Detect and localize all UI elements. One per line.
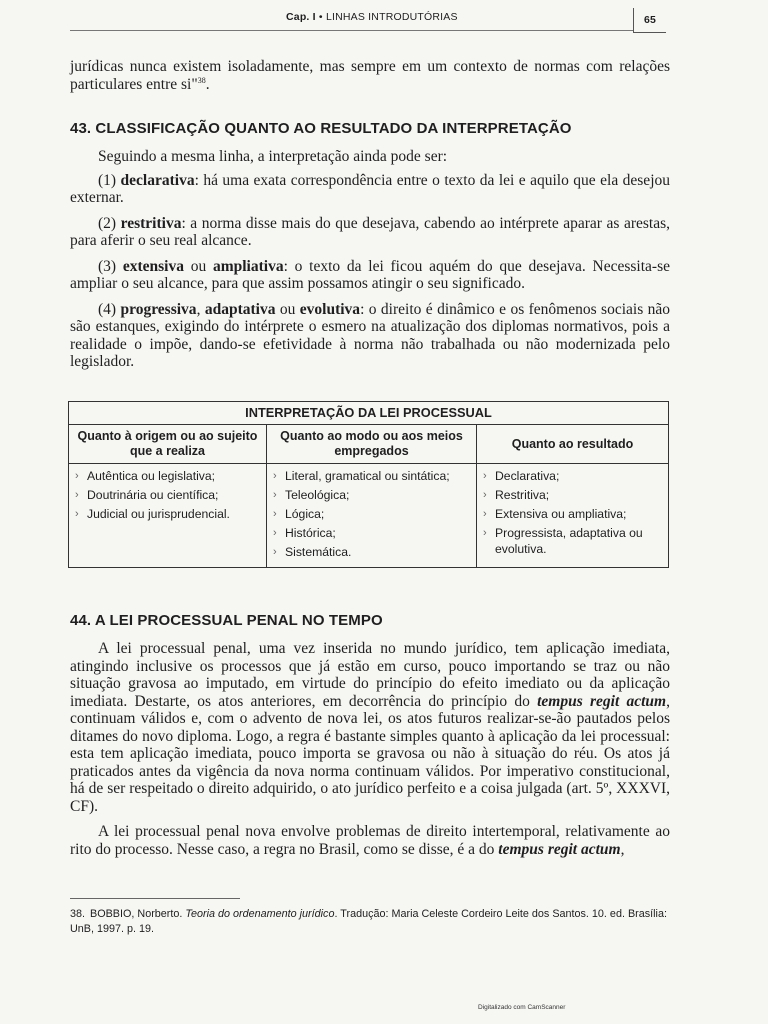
item-number: (1) xyxy=(98,171,117,189)
item-term: progressiva xyxy=(120,300,197,318)
column-modo xyxy=(267,464,477,568)
item-term: evolutiva xyxy=(299,300,361,318)
list-item: › Extensiva ou ampliativa; xyxy=(483,506,664,522)
section-44-paragraph-2 xyxy=(70,823,670,858)
header-rule xyxy=(70,30,633,31)
chapter-label: Cap. I xyxy=(286,11,316,23)
list-item: › Lógica; xyxy=(273,506,472,522)
latin-term: tempus regit actum xyxy=(537,692,667,710)
paragraph-text: , xyxy=(620,840,625,858)
list-item: › Teleológica; xyxy=(273,487,472,503)
table-title: INTERPRETAÇÃO DA LEI PROCESSUAL xyxy=(69,402,669,425)
column-header-resultado: Quanto ao resultado xyxy=(477,425,669,464)
item-term: extensiva xyxy=(122,257,184,275)
section-44-heading: 44. A LEI PROCESSUAL PENAL NO TEMPO xyxy=(70,612,383,629)
item-number: (4) xyxy=(98,300,117,318)
list-item: › Literal, gramatical ou sintática; xyxy=(273,468,472,484)
item-term: restritiva xyxy=(120,214,182,232)
running-header xyxy=(0,8,768,30)
footnote-title: Teoria do ordenamento jurídico xyxy=(185,908,335,920)
item-connector: ou xyxy=(183,257,213,275)
footnote-rule xyxy=(70,898,240,899)
item-text: : a norma disse mais do que desejava, cabendo ao intérprete aparar as arestas, para aferir o seu real alcance. xyxy=(70,214,670,249)
item-restritiva xyxy=(70,215,670,250)
list-item: › Declarativa; xyxy=(483,468,664,484)
item-text: : há uma exata correspondência entre o texto da lei e aquilo que ela desejou externar. xyxy=(70,171,670,206)
item-extensiva xyxy=(70,258,670,293)
section-44-body xyxy=(70,640,670,866)
intro-text: jurídicas nunca existem isoladamente, mas sempre em um contexto de normas com relações particulares entre si" xyxy=(70,58,670,93)
list-item: › Doutrinária ou científica; xyxy=(75,487,262,503)
item-term: ampliativa xyxy=(212,257,284,275)
footnote-rest: . Tradução: Maria Celeste Cordeiro Leite dos Santos. 10. ed. Brasília: UnB, 1997. p. 19. xyxy=(70,908,667,935)
intro-period: . xyxy=(205,75,210,93)
paragraph-text: A lei processual penal, uma vez inserida no mundo jurídico, tem aplicação imediata, atingindo inclusive os processos que já estão em curso, pouco importando se traz ou não situação gravosa ao imputado, em virtude do princípio do efeito imediato ou da aplicação imediata. Destarte, os atos anteriores, em decorrência do princípio do xyxy=(70,640,670,710)
section-43-lead: Seguindo a mesma linha, a interpretação ainda pode ser: xyxy=(98,148,448,165)
item-connector: ou xyxy=(275,300,300,318)
page-number: 65 xyxy=(633,8,666,33)
chapter-title: LINHAS INTRODUTÓRIAS xyxy=(325,11,458,23)
list-item: › Histórica; xyxy=(273,525,472,541)
list-item: › Sistemática. xyxy=(273,544,472,560)
section-43-heading: 43. CLASSIFICAÇÃO QUANTO AO RESULTADO DA INTERPRETAÇÃO xyxy=(70,120,572,137)
list-item: › Autêntica ou legislativa; xyxy=(75,468,262,484)
latin-term: tempus regit actum xyxy=(498,840,621,858)
item-text: : o texto da lei ficou aquém do que desejava. Necessita-se ampliar o seu alcance, para que assim possamos atingir o seu significado. xyxy=(70,257,670,292)
interpretation-table xyxy=(68,401,669,568)
scanner-watermark: Digitalizado com CamScanner xyxy=(478,1004,566,1011)
item-number: (2) xyxy=(98,214,117,232)
column-header-origem: Quanto à origem ou ao sujeito que a realiza xyxy=(69,425,267,464)
item-number: (3) xyxy=(98,257,117,275)
column-origem xyxy=(69,464,267,568)
intro-paragraph xyxy=(70,58,670,101)
running-title xyxy=(286,11,458,23)
footnote-author: BOBBIO, Norberto. xyxy=(90,908,183,920)
list-item: › Judicial ou jurisprudencial. xyxy=(75,506,262,522)
column-resultado xyxy=(477,464,669,568)
list-item: › Restritiva; xyxy=(483,487,664,503)
item-declarativa xyxy=(70,172,670,207)
paragraph-text: , continuam válidos e, com o advento de nova lei, os atos futuros realizar-se-ão pautados pelos ditames do novo diploma. Logo, a regra é bastante simples quanto à aplicação da lei processual: esta tem aplicação imediata, pouco importa se gravosa ou não à situação do réu. Os atos já praticados antes da vigência da nova norma continuam válidos. Por imperativo constitucional, há de ser respeitado o direito adquirido, o ato jurídico perfeito e a coisa julgada (art. 5º, XXXVI, CF). xyxy=(70,692,670,815)
column-header-modo: Quanto ao modo ou aos meios empregados xyxy=(267,425,477,464)
item-separator: , xyxy=(196,300,205,318)
item-term: declarativa xyxy=(120,171,195,189)
section-44-paragraph-1 xyxy=(70,640,670,815)
header-separator: • xyxy=(318,11,323,23)
footnote-ref: 38 xyxy=(197,75,206,85)
footnote xyxy=(70,907,670,937)
footnote-number: 38. xyxy=(70,908,86,920)
list-item: › Progressista, adaptativa ou evolutiva. xyxy=(483,525,664,557)
item-text: : o direito é dinâmico e os fenômenos sociais não são estanques, exigindo do intérprete o esmero na atualização dos diplomas normativos, pois a realidade o impõe, dando-se efetividade à norma não trabalhada ou não modernizada pelo legislador. xyxy=(70,300,671,370)
section-43-body xyxy=(70,148,670,379)
item-progressiva xyxy=(70,301,670,371)
paragraph-text: A lei processual penal nova envolve problemas de direito intertemporal, relativamente ao rito do processo. Nesse caso, a regra no Brasil, como se disse, é a do xyxy=(70,823,670,858)
item-term: adaptativa xyxy=(204,300,276,318)
